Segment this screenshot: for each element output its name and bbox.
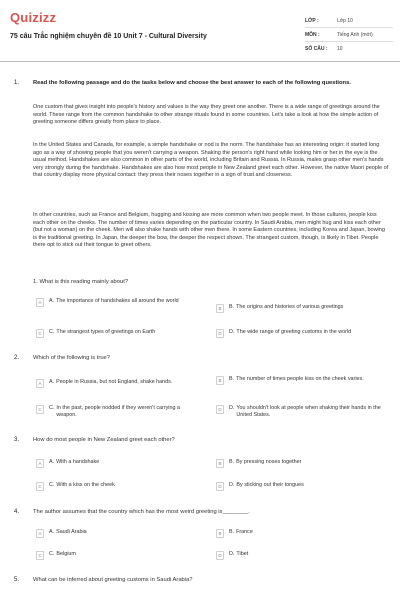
answer-option-d[interactable] [216, 482, 366, 491]
option-text: Tibet [236, 551, 249, 557]
option-box: A [36, 298, 44, 307]
answer-option-c[interactable] [36, 482, 186, 491]
worksheet-title: 75 câu Trắc nghiệm chuyên đề 10 Unit 7 - Cultural Diversity [10, 33, 207, 40]
meta-class-label: LỚP : [305, 17, 319, 24]
option-box: A [36, 379, 44, 388]
option-letter: A. [49, 298, 55, 304]
option-letter: C. [49, 551, 55, 557]
answer-option-a[interactable] [36, 379, 206, 388]
question-number: 5. [14, 577, 20, 583]
meta-count-value: 10 [337, 45, 343, 52]
passage-paragraph-1: One custom that gives insight into people's history and values is the way they greet one another. There is a wide range of greetings around the world. These range from the common handshake to other strange rituals found in some countries. Let's take a look at how the simple action of greeting someone differs greatly from place to place. [33, 104, 380, 126]
option-box: B [216, 304, 224, 313]
option-text: The importance of handshakes all around the world [56, 298, 179, 304]
answer-option-d[interactable] [216, 551, 366, 560]
option-letter: C. [49, 482, 55, 488]
answer-option-d[interactable] [216, 329, 400, 338]
option-text: With a handshake [56, 459, 100, 465]
option-box: A [36, 459, 44, 468]
option-box: D [216, 482, 224, 491]
option-box: A [36, 529, 44, 538]
option-text: By pressing noses together [236, 459, 302, 465]
option-text: Belgium [56, 551, 76, 557]
option-text: In the past, people nodded if they weren't carrying a weapon. [56, 405, 181, 418]
option-text: With a kiss on the cheek [56, 482, 115, 488]
option-box: D [216, 329, 224, 338]
option-text: Saudi Arabia [56, 529, 87, 535]
meta-class-value: Lớp 10 [337, 17, 353, 24]
quizizz-logo: Quizizz [10, 10, 57, 25]
question-number: 3. [14, 437, 20, 443]
option-letter: C. [49, 329, 55, 335]
option-box: D [216, 405, 224, 414]
answer-option-c[interactable] [36, 551, 186, 560]
answer-option-b[interactable] [216, 529, 366, 538]
question-number: 4. [14, 509, 20, 515]
option-text: People in Russia, but not England, shake hands. [56, 379, 173, 385]
meta-subject-value: Tiếng Anh (mới) [337, 31, 373, 38]
option-letter: B. [229, 529, 235, 535]
option-letter: D. [229, 329, 235, 335]
option-text: France [236, 529, 253, 535]
meta-subject-row [305, 28, 393, 42]
option-text: By sticking out their tongues [236, 482, 304, 488]
answer-option-a[interactable] [36, 298, 186, 307]
option-box: C [36, 551, 44, 560]
option-text: The strangest types of greetings on Earth [56, 329, 156, 335]
option-box: C [36, 482, 44, 491]
meta-count-row [305, 42, 393, 55]
answer-option-c[interactable] [36, 405, 196, 419]
option-text: The wide range of greeting customs in the world [236, 329, 352, 335]
answer-option-d[interactable] [216, 405, 396, 419]
meta-subject-label: MÔN : [305, 31, 320, 38]
option-letter: B. [229, 459, 235, 465]
question-text: The author assumes that the country which has the most weird greeting is________. [33, 509, 250, 515]
option-text: The origins and histories of various greetings [236, 304, 344, 310]
answer-option-a[interactable] [36, 459, 186, 468]
question-number: 2. [14, 355, 20, 361]
option-box: B [216, 459, 224, 468]
question-text: 1. What is this reading mainly about? [33, 279, 129, 285]
question-text: What can be inferred about greeting customs in Saudi Arabia? [33, 577, 193, 583]
answer-option-b[interactable] [216, 376, 391, 385]
answer-option-a[interactable] [36, 529, 186, 538]
option-box: B [216, 529, 224, 538]
passage-paragraph-2: In the United States and Canada, for example, a simple handshake or nod is the norm. The handshake has an interesting origin: it started long ago as a way of showing people that you weren't carrying a weapon. Shaking the person's right hand while looking him or her in the eye is the usual method. Handshakes are also common in other parts of the world, including Britain and Russia. In Russia, males grasp other men's hands very strongly during the handshake. Handshakes are also how most people in New Zealand greet each other. However, the native Maori people of that country display more physical contact: they press their noses together in a sign of trust and closeness. [33, 142, 389, 179]
option-text: You shouldn't look at people when shaking their hands in the United States. [236, 405, 381, 418]
option-text: The number of times people kiss on the cheek varies. [236, 376, 364, 382]
option-box: C [36, 405, 44, 414]
option-letter: A. [49, 529, 55, 535]
option-letter: D. [229, 482, 235, 488]
meta-count-label: SỐ CÂU : [305, 45, 328, 52]
question-text: How do most people in New Zealand greet each other? [33, 437, 175, 443]
meta-class-row [305, 14, 393, 28]
answer-option-b[interactable] [216, 459, 366, 468]
option-letter: A. [49, 379, 55, 385]
passage-paragraph-3: In other countries, such as France and Belgium, hugging and kissing are more common when two people meet. In those cultures, people kiss each other on the cheeks. The number of times varies depending on the particular country. In Saudi Arabia, men might hug and kiss each other (but not a woman) on the cheek. Men will also shake hands with other men there. In some Eastern countries, including Korea and Japan, bowing is the traditional greeting. In Japan, the deeper the bow, the deeper the respect shown. The strangest custom, though, is likely in Tibet. People there opt to stick out their tongue to greet others. [33, 212, 385, 249]
worksheet-meta [305, 14, 393, 55]
option-box: D [216, 551, 224, 560]
option-letter: D. [229, 551, 235, 557]
option-box: B [216, 376, 224, 385]
question-text: Which of the following is true? [33, 355, 111, 361]
passage-instruction: Read the following passage and do the tasks below and choose the best answer to each of the following questions. [33, 80, 351, 86]
question-number: 1. [14, 80, 20, 86]
option-letter: D. [229, 405, 235, 411]
answer-option-c[interactable] [36, 329, 186, 338]
answer-option-b[interactable] [216, 304, 366, 313]
option-letter: B. [229, 304, 235, 310]
option-box: C [36, 329, 44, 338]
option-letter: A. [49, 459, 55, 465]
option-letter: C. [49, 405, 55, 411]
option-letter: B. [229, 376, 235, 382]
header-divider [0, 61, 400, 62]
